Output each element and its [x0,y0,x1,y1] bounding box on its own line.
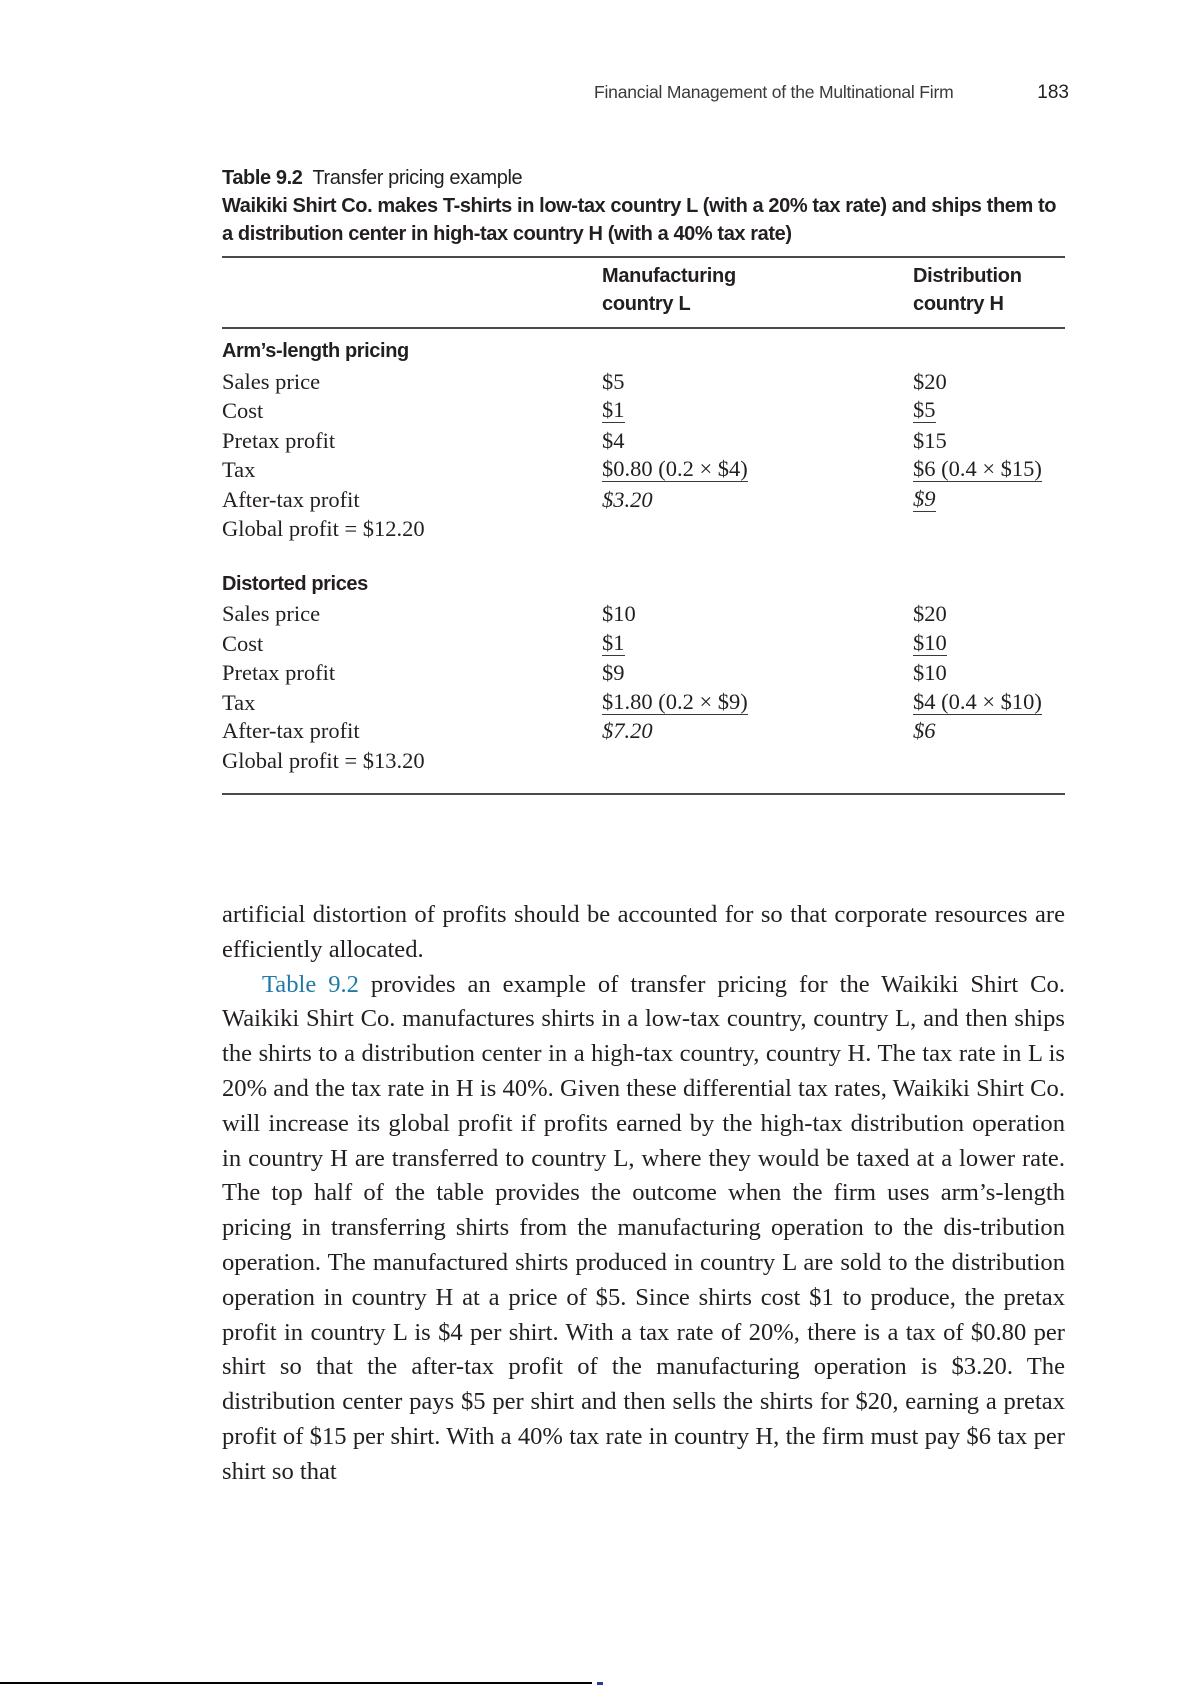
cell-country-l: $0.80 (0.2 × $4) [602,456,748,481]
cell-country-h: $4 (0.4 × $10) [913,689,1042,714]
table-reference-link[interactable]: Table 9.2 [262,970,359,998]
global-profit-row [222,516,1065,545]
global-profit-row [222,748,1065,777]
body-text [222,898,1065,1490]
table-row [222,398,1065,427]
cell-country-l: $10 [602,601,636,626]
cell-country-h: $20 [913,369,947,394]
cell-country-l: $5 [602,369,625,394]
paragraph [222,968,1065,1490]
row-label: After-tax profit [222,718,360,743]
cell-country-l: $9 [602,660,625,685]
global-profit: Global profit = $13.20 [222,748,425,773]
table-row [222,718,1065,747]
section-heading-arms-length: Arm’s-length pricing [222,340,409,362]
column-header-line: country L [602,293,691,315]
section-heading-distorted: Distorted prices [222,573,368,595]
cell-country-l: $1.80 (0.2 × $9) [602,689,748,714]
global-profit: Global profit = $12.20 [222,516,425,541]
table-row [222,660,1065,689]
column-header-line: Manufacturing [602,265,736,287]
table-row [222,457,1065,486]
row-label: Cost [222,398,264,423]
paragraph: artificial distortion of profits should be accounted for so that corporate resources are efficiently allocated. [222,901,1065,963]
cell-country-h: $20 [913,601,947,626]
cell-country-l: $1 [602,630,625,655]
table-row [222,631,1065,660]
table-top-rule [222,256,1065,258]
table-caption [222,164,1070,248]
row-label: Cost [222,631,264,656]
page-bottom-rule [0,1682,592,1684]
page-number: 183 [1037,82,1069,103]
running-head [594,82,1069,106]
cell-country-h: $10 [913,660,947,685]
column-header-manufacturing [602,262,736,318]
cell-country-l: $1 [602,397,625,422]
cell-country-l: $4 [602,428,625,453]
cell-country-h: $9 [913,486,936,511]
running-title: Financial Management of the Multinational Firm [594,82,954,102]
row-label: After-tax profit [222,487,360,512]
table-bottom-rule [222,793,1065,795]
row-label: Tax [222,690,256,715]
paragraph-text: provides an example of transfer pricing for the Waikiki Shirt Co. Waikiki Shirt Co. manufactures shirts in a low-tax country, country L, and then ships the shirts to a distribution center in a high-tax country, country H. The tax rate in L is 20% and the tax rate in H is 40%. Given these differential tax rates, Waikiki Shirt Co. will increase its global profit if profits earned by the high-tax distribution operation in country H are transferred to country L, where they would be taxed at a lower rate. The top half of the table provides the outcome when the firm uses arm’s-length pricing in transferring shirts from the manufacturing operation to the dis-tribution operation. The manufactured shirts produced in country L are sold to the distribution operation in country H at a price of $5. Since shirts cost $1 to produce, the pretax profit in country L is $4 per shirt. With a tax rate of 20%, there is a tax of $0.80 per shirt so that the after-tax profit of the manufacturing operation is $3.20. The distribution center pays $5 per shirt and then sells the shirts for $20, earning a pretax profit of $15 per shirt. With a 40% tax rate in country H, the firm must pay $6 tax per shirt so that [222,970,1065,1485]
row-label: Sales price [222,601,321,626]
table-header-rule [222,327,1065,329]
row-label: Pretax profit [222,660,336,685]
row-label: Sales price [222,369,321,394]
column-header-line: Distribution [913,265,1022,287]
table-description: Waikiki Shirt Co. makes T-shirts in low-tax country L (with a 20% tax rate) and ships them to a distribution center in high-tax country H (with a 40% tax rate) [222,195,1057,245]
column-header-line: country H [913,293,1004,315]
table-title: Transfer pricing example [312,167,523,189]
column-header-distribution [913,262,1022,318]
cell-country-h: $5 [913,397,936,422]
table-row [222,428,1065,457]
cell-country-l: $3.20 [602,487,653,512]
cell-country-h: $15 [913,428,947,453]
cell-country-h: $10 [913,630,947,655]
table-row [222,369,1065,398]
cell-country-l: $7.20 [602,718,653,743]
table-row [222,601,1065,630]
table-row [222,487,1065,516]
table-number: Table 9.2 [222,167,303,189]
row-label: Pretax profit [222,428,336,453]
cell-country-h: $6 [913,718,936,743]
cell-country-h: $6 (0.4 × $15) [913,456,1042,481]
row-label: Tax [222,457,256,482]
table-row [222,690,1065,719]
